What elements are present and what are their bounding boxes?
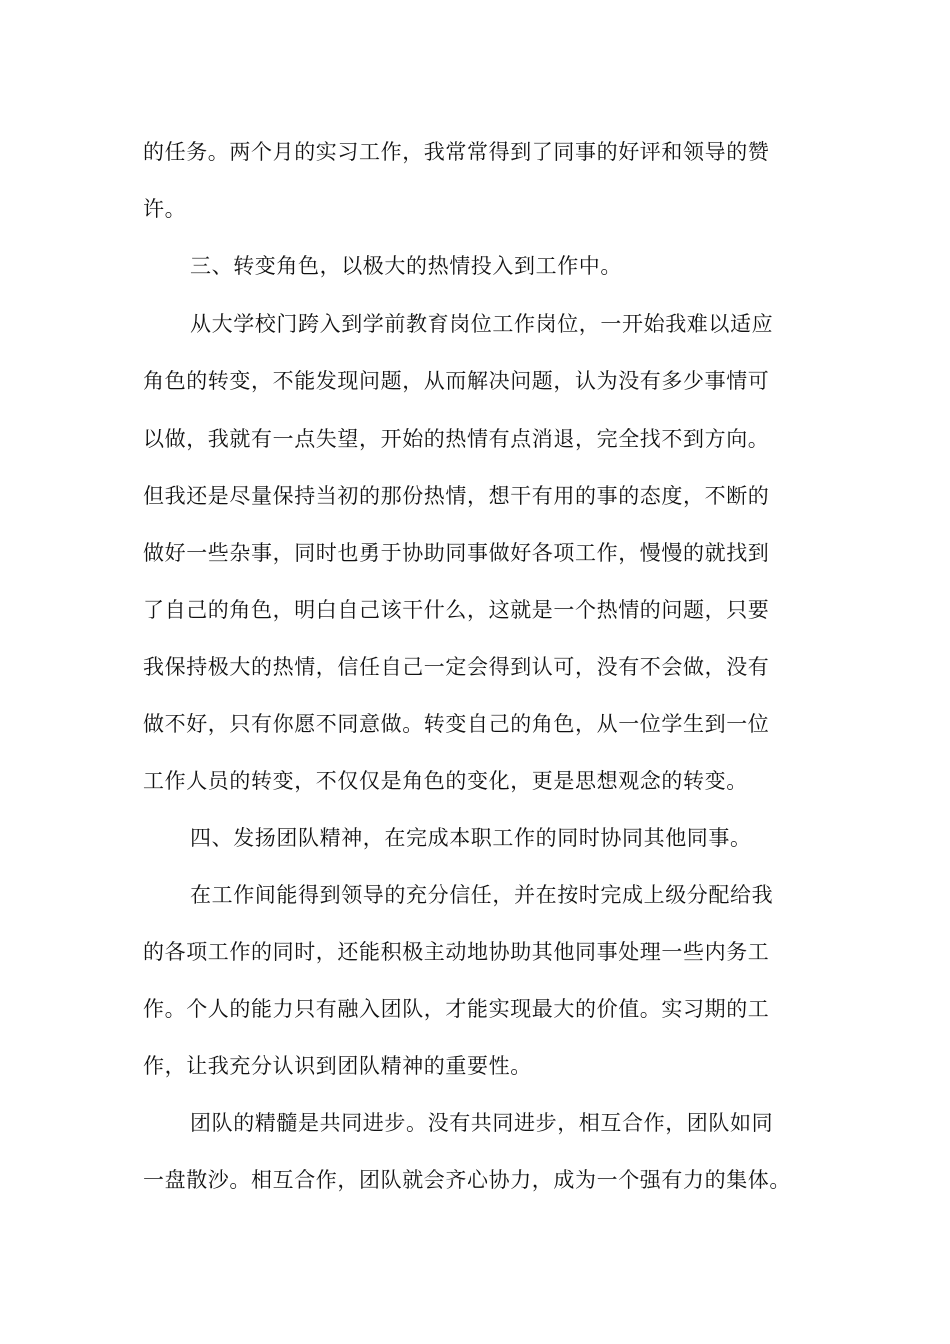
body-text-line: 作，让我充分认识到团队精神的重要性。 (143, 1054, 532, 1078)
body-text-line: 但我还是尽量保持当初的那份热情，想干有用的事的态度，不断的 (143, 484, 770, 508)
body-text-line: 作。个人的能力只有融入团队，才能实现最大的价值。实习期的工 (143, 997, 770, 1021)
body-text-line: 一盘散沙。相互合作，团队就会齐心协力，成为一个强有力的集体。 (143, 1168, 791, 1192)
body-text-line: 工作人员的转变，不仅仅是角色的变化，更是思想观念的转变。 (143, 769, 748, 793)
body-text-line: 以做，我就有一点失望，开始的热情有点消退，完全找不到方向。 (143, 427, 770, 451)
body-text-line: 团队的精髓是共同进步。没有共同进步，相互合作，团队如同 (190, 1111, 774, 1135)
body-text-line: 我保持极大的热情，信任自己一定会得到认可，没有不会做，没有 (143, 655, 770, 679)
body-text-line: 了自己的角色，明白自己该干什么，这就是一个热情的问题，只要 (143, 598, 770, 622)
body-text-line: 做不好，只有你愿不同意做。转变自己的角色，从一位学生到一位 (143, 712, 770, 736)
body-text-line: 角色的转变，不能发现问题，从而解决问题，认为没有多少事情可 (143, 369, 770, 393)
body-text-line: 的各项工作的同时，还能积极主动地协助其他同事处理一些内务工 (143, 940, 770, 964)
section-heading-3: 三、转变角色，以极大的热情投入到工作中。 (190, 254, 622, 278)
section-heading-4: 四、发扬团队精神，在完成本职工作的同时协同其他同事。 (190, 826, 752, 850)
body-text-line: 从大学校门跨入到学前教育岗位工作岗位，一开始我难以适应 (190, 312, 774, 336)
body-text-line: 做好一些杂事，同时也勇于协助同事做好各项工作，慢慢的就找到 (143, 541, 770, 565)
body-text-line: 在工作间能得到领导的充分信任，并在按时完成上级分配给我 (190, 883, 774, 907)
body-text-line: 许。 (143, 197, 187, 221)
body-text-line: 的任务。两个月的实习工作，我常常得到了同事的好评和领导的赞 (143, 140, 770, 164)
